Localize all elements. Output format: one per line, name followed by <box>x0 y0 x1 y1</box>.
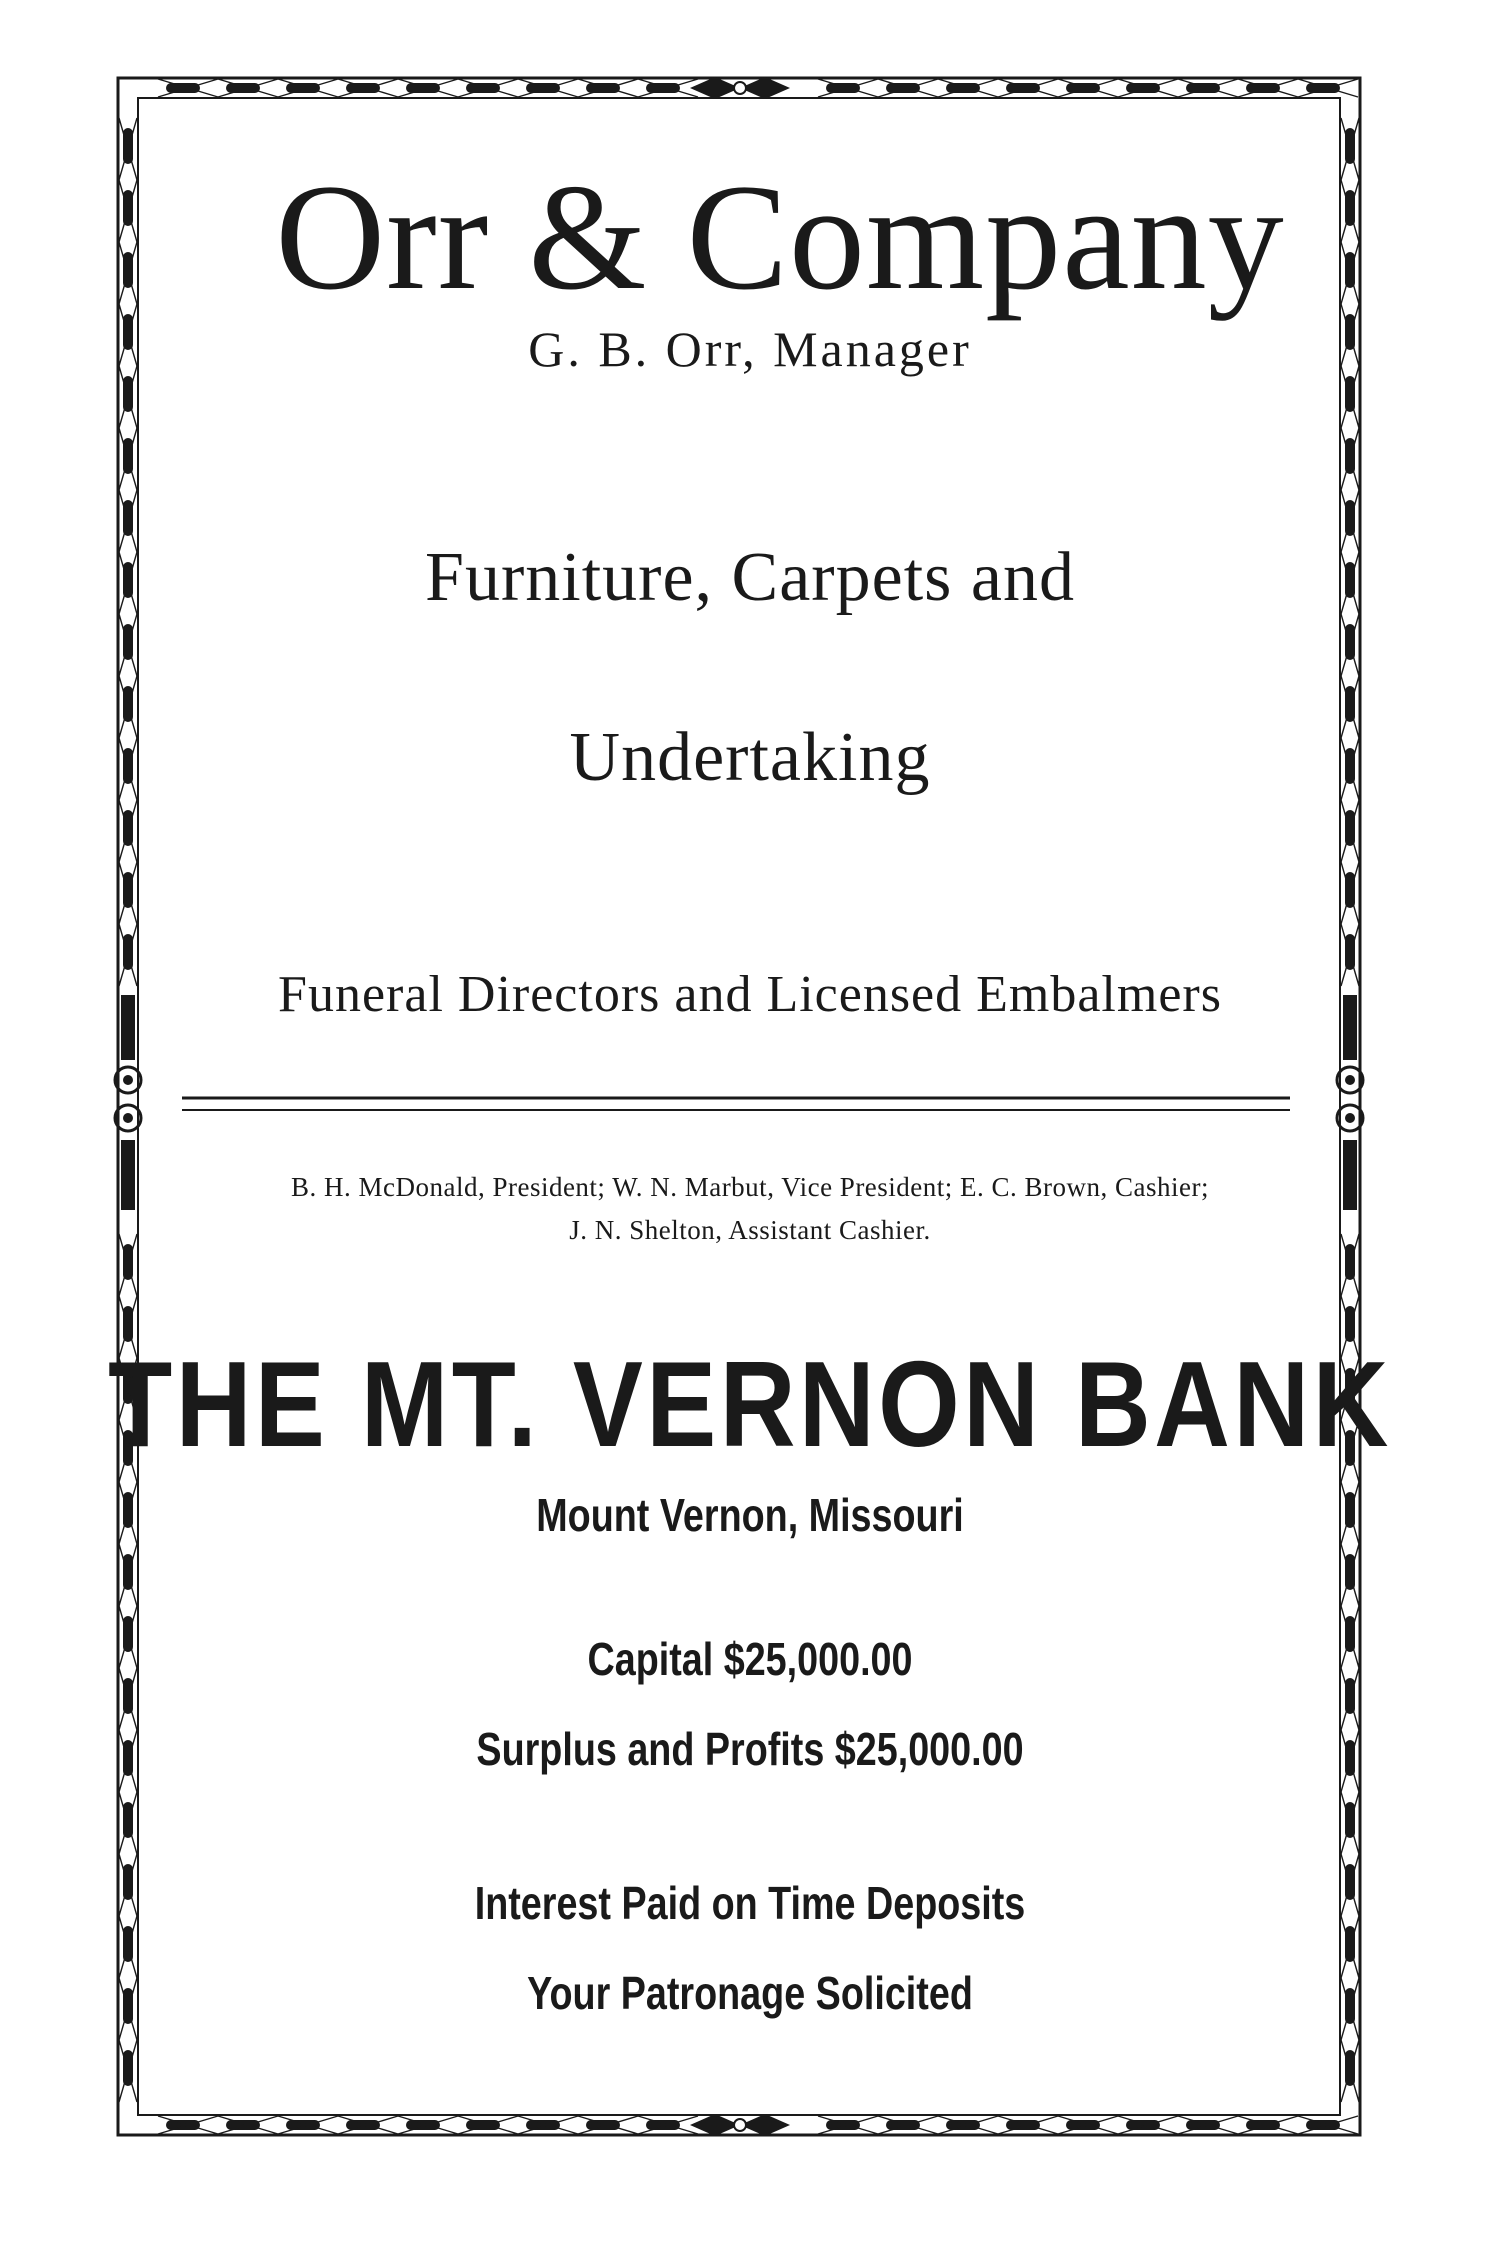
chain-link <box>1186 83 1220 93</box>
bank-location: Mount Vernon, Missouri <box>536 1489 964 1541</box>
chain-link <box>946 83 980 93</box>
chain-link <box>886 83 920 93</box>
chain-link <box>1246 83 1280 93</box>
ornament-dot <box>734 82 746 94</box>
chain-link <box>1066 2120 1100 2130</box>
chain-link <box>1246 2120 1280 2130</box>
border-inner-line <box>138 98 1340 2115</box>
chain-link <box>1066 83 1100 93</box>
chain-link <box>646 83 680 93</box>
chain-cross <box>119 614 137 676</box>
chain-link <box>286 2120 320 2130</box>
bank-officers-line-1: B. H. McDonald, President; W. N. Marbut, Vice President; E. C. Brown, Cashier; <box>290 1172 1210 1202</box>
chain-link <box>166 83 200 93</box>
chain-link <box>466 2120 500 2130</box>
chain-link <box>1006 83 1040 93</box>
chain-cross <box>119 1544 137 1606</box>
chain-link <box>406 83 440 93</box>
chain-link <box>1006 2120 1040 2130</box>
chain-cross <box>1341 862 1359 924</box>
chain-link <box>586 2120 620 2130</box>
products-line: Furniture, Carpets and <box>425 539 1075 616</box>
border-outer-line <box>118 78 1360 2135</box>
bank-officers-line-2: J. N. Shelton, Assistant Cashier. <box>569 1215 931 1245</box>
chain-link <box>1306 2120 1340 2130</box>
chain-cross <box>1341 2040 1359 2102</box>
chain-link <box>526 2120 560 2130</box>
ornament-ring-dot <box>1345 1113 1355 1123</box>
ornament-diamond <box>740 77 790 99</box>
chain-link <box>646 2120 680 2130</box>
chain-link <box>826 2120 860 2130</box>
surplus-line: Surplus and Profits $25,000.00 <box>476 1723 1024 1775</box>
chain-cross <box>119 862 137 924</box>
chain-link <box>466 83 500 93</box>
chain-link <box>586 83 620 93</box>
chain-link <box>1306 83 1340 93</box>
chain-link <box>946 2120 980 2130</box>
chain-cross <box>1341 614 1359 676</box>
company-title: Orr & Company <box>275 153 1285 321</box>
bank-name: THE MT. VERNON BANK <box>108 1336 1392 1472</box>
chain-link <box>1186 2120 1220 2130</box>
chain-link <box>286 83 320 93</box>
ornament-diamond <box>740 2114 790 2136</box>
chain-cross <box>119 800 137 862</box>
chain-link <box>346 83 380 93</box>
chain-link <box>1126 2120 1160 2130</box>
ornament-diamond <box>690 2114 740 2136</box>
chain-link <box>226 2120 260 2130</box>
manager-line: G. B. Orr, Manager <box>528 321 972 377</box>
chain-link <box>406 2120 440 2130</box>
chain-link <box>826 83 860 93</box>
interest-line: Interest Paid on Time Deposits <box>474 1877 1026 1929</box>
chain-link <box>1126 83 1160 93</box>
chain-cross <box>1341 1792 1359 1854</box>
chain-link <box>526 83 560 93</box>
ornament-ring-dot <box>1345 1075 1355 1085</box>
chain-link <box>886 2120 920 2130</box>
chain-cross <box>119 1792 137 1854</box>
chain-cross <box>1341 428 1359 490</box>
chain-cross <box>1341 800 1359 862</box>
ornament-ring-dot <box>123 1075 133 1085</box>
ornament-dot <box>734 2119 746 2131</box>
ornament-ring-dot <box>123 1113 133 1123</box>
undertaking-line: Undertaking <box>569 719 931 796</box>
chain-cross <box>1341 1544 1359 1606</box>
chain-cross <box>119 428 137 490</box>
chain-cross <box>119 2040 137 2102</box>
chain-link <box>226 83 260 93</box>
ornament-diamond <box>690 77 740 99</box>
capital-line: Capital $25,000.00 <box>587 1633 913 1685</box>
patronage-line: Your Patronage Solicited <box>527 1967 973 2019</box>
funeral-directors-line: Funeral Directors and Licensed Embalmers <box>278 966 1222 1023</box>
chain-link <box>166 2120 200 2130</box>
chain-link <box>346 2120 380 2130</box>
